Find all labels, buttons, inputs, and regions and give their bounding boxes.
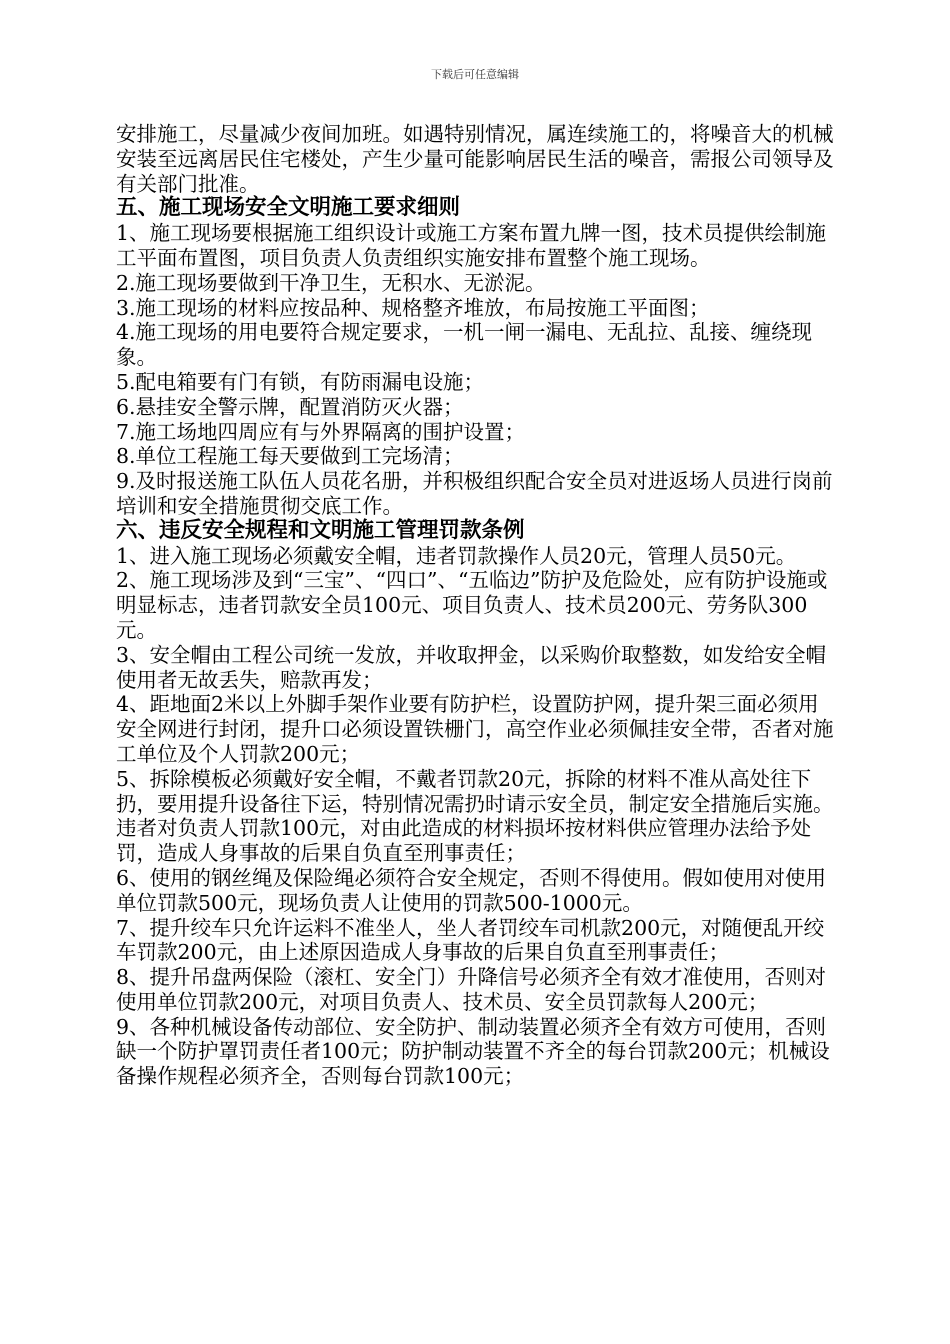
intro-paragraph: 安排施工，尽量减少夜间加班。如遇特别情况，属连续施工的，将噪音大的机械安装至远离居民住宅楼处，产生少量可能影响居民生活的噪音，需报公司领导及有关部门批准。 xyxy=(116,122,834,196)
section-6-item-7: 7、提升绞车只允许运料不准坐人，坐人者罚绞车司机款200元，对随便乱开绞车罚款200元，由上述原因造成人身事故的后果自负直至刑事责任； xyxy=(116,915,825,965)
section-5-item-7: 7.施工场地四周应有与外界隔离的围护设置； xyxy=(116,419,526,444)
document-body xyxy=(116,122,836,1089)
section-6-item-6: 6、使用的钢丝绳及保险绳必须符合安全规定，否则不得使用。假如使用对使用单位罚款500元，现场负责人让使用的罚款500-1000元。 xyxy=(116,865,827,915)
section-6-item-8: 8、提升吊盘两保险（滚杠、安全门）升降信号必须齐全有效才准使用，否则对使用单位罚款200元，对项目负责人、技术员、安全员罚款每人200元； xyxy=(116,965,827,1014)
section-6-item-4: 4、距地面2米以上外脚手架作业要有防护栏，设置防护网，提升架三面必须用安全网进行封闭，提升口必须设置铁栅门，高空作业必须佩挂安全带，否者对施工单位及个人罚款200元； xyxy=(116,692,834,766)
section-5-item-5: 5.配电箱要有门有锁，有防雨漏电设施； xyxy=(116,369,485,394)
section-6-item-2: 2、施工现场涉及到“三宝”、“四口”、“五临边”防护及危险处，应有防护设施或明显标志，违者罚款安全员100元、项目负责人、技术员200元、劳务队300元。 xyxy=(116,568,828,642)
section-6-item-5: 5、拆除模板必须戴好安全帽，不戴者罚款20元，拆除的材料不准从高处往下扔，要用提升设备往下运，特别情况需扔时请示安全员，制定安全措施后实施。违者对负责人罚款100元，对由此造成的材料损坏按材料供应管理办法给予处罚，造成人身事故的后果自负直至刑事责任； xyxy=(116,766,834,866)
section-5-item-2: 2.施工现场要做到干净卫生，无积水、无淤泥。 xyxy=(116,270,546,295)
section-5-item-6: 6.悬挂安全警示牌，配置消防灭火器； xyxy=(116,394,464,419)
section-6-item-3: 3、安全帽由工程公司统一发放，并收取押金，以采购价取整数，如发给安全帽使用者无故丢失，赔款再发； xyxy=(116,642,827,692)
section-5-item-4: 4.施工现场的用电要符合规定要求，一机一闸一漏电、无乱拉、乱接、缠绕现象。 xyxy=(116,320,813,370)
section-6-item-1: 1、进入施工现场必须戴安全帽，违者罚款操作人员20元，管理人员50元。 xyxy=(116,543,797,568)
section-6-item-9: 9、各种机械设备传动部位、安全防护、制动装置必须齐全有效方可使用，否则缺一个防护罩罚责任者100元；防护制动装置不齐全的每台罚款200元；机械设备操作规程必须齐全，否则每台罚款100元； xyxy=(116,1014,830,1089)
section-5-title: 五、施工现场安全文明施工要求细则 xyxy=(116,195,461,221)
page-header-note: 下载后可任意编辑 xyxy=(431,68,519,81)
section-5-item-9: 9.及时报送施工队伍人员花名册，并积极组织配合安全员对进返场人员进行岗前培训和安全措施贯彻交底工作。 xyxy=(116,469,833,518)
section-5-item-1: 1、施工现场要根据施工组织设计或施工方案布置九牌一图，技术员提供绘制施工平面布置图，项目负责人负责组织实施安排布置整个施工现场。 xyxy=(116,221,827,270)
section-6-title: 六、违反安全规程和文明施工管理罚款条例 xyxy=(116,517,525,543)
section-5-item-8: 8.单位工程施工每天要做到工完场清； xyxy=(116,444,464,469)
section-5-item-3: 3.施工现场的材料应按品种、规格整齐堆放，布局按施工平面图； xyxy=(116,295,710,320)
